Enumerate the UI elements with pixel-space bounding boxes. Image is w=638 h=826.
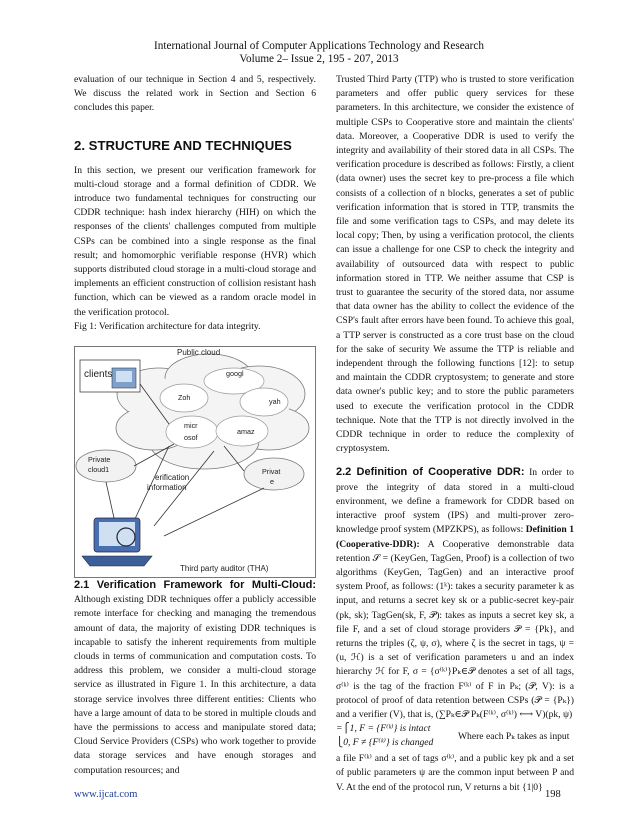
paragraph-structure: In this section, we present our verification framework for multi-cloud storage and a formal definition of CDDR. We introduce two fundamental techniques for constructing our CDDR technique: hash index hierarchy (HIH) on which the responses of the clients' challenges computed from multiple CSPs can be combined into a single response as the final result; and homomorphic verifiable response (HVR) which supports distributed cloud storage in a multi-cloud storage and implements an efficient construction of collision resistant hash function, which can be viewed as a random oracle model in the verification protocol. [74, 164, 316, 318]
paragraph-ttp: Trusted Third Party (TTP) who is trusted to store verification parameters and offer public query services for these parameters. In this architecture, we consider the existence of multiple CSPs to Cooperative store and maintain the clients' data. Moreover, a Cooperative DDR is used to verify the integrity and availability of their stored data in all CSPs. The verification procedure is described as follows: Firstly, a client (data owner) uses the secret key to pre-process a file which consists of a collection of n blocks, generates a set of public verification information that is stored in TTP, transmits the file and some verification tags to CSPs, and may delete its local copy; Then, by using a verification protocol, the clients can issue a challenge for one CSP to check the integrity and availability of outsourced data with respect to public information stored in TTP. We neither assume that CSP is trust to guarantee the security of the stored data, nor assume that data owner has the ability to collect the evidence of the CSP's fault after errors have been found. To achieve this goal, a TTP server is constructed as a core trust base on the cloud for the sake of security We assume the TTP is reliable and independent through the following functions [12]: to setup and maintain the CDDR cryptosystem; to generate and store data owner's public key; and to store the public parameters used to execute the verification protocol in the CDDR technique. Note that the TTP is not directly involved in the CDDR technique in order to reduce the complexity of cryptosystem. [336, 74, 574, 455]
label-private-cloud2-b: e [270, 477, 274, 487]
label-micr: micr [184, 421, 198, 431]
section-2-2-lead: In order to prove the integrity of data stored in a multi-cloud environment, we define a framework for CDDR based on interactive proof system (IPS) and multi-prover zero-knowledge proof system (MPZKPS), as follows: [336, 467, 574, 536]
definition-body-continued: a file F⁽ᵏ⁾ and a set of tags σ⁽ᵏ⁾, and a public key pk and a set of public parameters ψ are the common input between P and V. At the end of the protocol run, V returns a bit {1|0} [336, 753, 574, 793]
label-verification-b: information [147, 483, 187, 493]
label-private-cloud2-a: Privat [262, 467, 281, 477]
label-private-cloud1-a: Private [88, 455, 111, 465]
definition-cases [336, 722, 574, 752]
auditor-computer-icon [82, 518, 152, 566]
case-changed: ⎩0, F ≠ {F⁽ᵏ⁾} is changed [336, 737, 434, 749]
footer-page-number: 198 [545, 789, 561, 800]
left-column [74, 73, 316, 778]
label-osof: osof [184, 433, 198, 443]
section-heading-2-1: 2.1 Verification Framework for Multi-Cloud: [74, 579, 316, 592]
figure-caption: Fig 1: Verification architecture for data integrity. [74, 320, 261, 332]
journal-title: International Journal of Computer Applications Technology and Research [154, 40, 484, 52]
label-verification-a: erification [155, 473, 190, 483]
footer-site-link[interactable]: www.ijcat.com [74, 789, 138, 800]
cloud-yah [240, 388, 288, 416]
paragraph-intro-end: evaluation of our technique in Section 4 and 5, respectively. We discuss the related work in Section and Section 6 concludes this paper. [74, 74, 316, 114]
case-note: Where each Pₖ takes as input [458, 731, 570, 743]
section-2-1 [74, 578, 316, 778]
label-yah: yah [269, 397, 281, 407]
label-public-cloud: Public cloud [177, 348, 221, 358]
definition-label: Definition 1 (Cooperative-DDR): [336, 524, 574, 550]
label-clients: clients [84, 369, 113, 381]
section-heading-2-2: 2.2 Definition of Cooperative DDR: [336, 466, 525, 479]
definition-body: A Cooperative demonstrable data retention 𝒮 = (KeyGen, TagGen, Proof) is a collection of two algorithms (KeyGen, TagGen) and an interactive proof system Proof, as follows: (1ᵏ): takes a security parameter k as input, and returns a secret key sk or a public-secret key-pair (pk, sk); TagGen(sk, F, 𝒫): takes as inputs a secret key sk, a file F, and a set of cloud storage providers 𝒫 = {Pk}, and returns the triples (ζ, ψ, σ), where ζ is the secret in tags, ψ = (u, ℋ) is a set of verification parameters u and an index hierarchy ℋ for F, σ = {σ⁽ᵏ⁾}Pₖ∈𝒫 denotes a set of all tags, σ⁽ᵏ⁾ is the tag of the fraction F⁽ᵏ⁾ of F in Pₖ; (𝒫, V): is a protocol of proof of data retention between CSPs (𝒫 = {Pₖ}) and a verifier (V), that is, (∑Pₖ∈𝒫 Pₖ(F⁽ᵏ⁾, σ⁽ᵏ⁾) ⟷ V)(pk, ψ) [336, 538, 574, 720]
label-zoh: Zoh [178, 393, 191, 403]
architecture-figure [74, 346, 316, 578]
label-third-party-auditor: Third party auditor (THA) [180, 564, 269, 574]
label-googl: googl [226, 369, 244, 379]
section-2-1-body: Although existing DDR techniques offer a publicly accessible remote interface for checking and managing the tremendous amount of data, the majority of existing DDR techniques is incapable to satisfy the inherent requirements from multiple clouds in terms of communication and computation costs. To address this problem, we consider a multi-cloud storage service as illustrated in Figure 1. In this architecture, a data storage service involves three different entities: Clients who have a large amount of data to be stored in multiple clouds and have the permissions to access and manipulate stored data; Cloud Service Providers (CSPs) who work together to provide data storage services and have enough storages and computation resources; and [74, 594, 316, 776]
journal-volume: Volume 2– Issue 2, 195 - 207, 2013 [239, 53, 399, 65]
section-heading-structure: 2. STRUCTURE AND TECHNIQUES [74, 137, 292, 153]
case-intact: =⎧1, F = {F⁽ᵏ⁾} is intact [336, 723, 431, 735]
right-column [336, 73, 574, 795]
journal-header [0, 40, 638, 66]
section-2-2 [336, 465, 574, 722]
label-amaz: amaz [237, 427, 255, 437]
label-private-cloud1-b: cloud1 [88, 465, 110, 475]
